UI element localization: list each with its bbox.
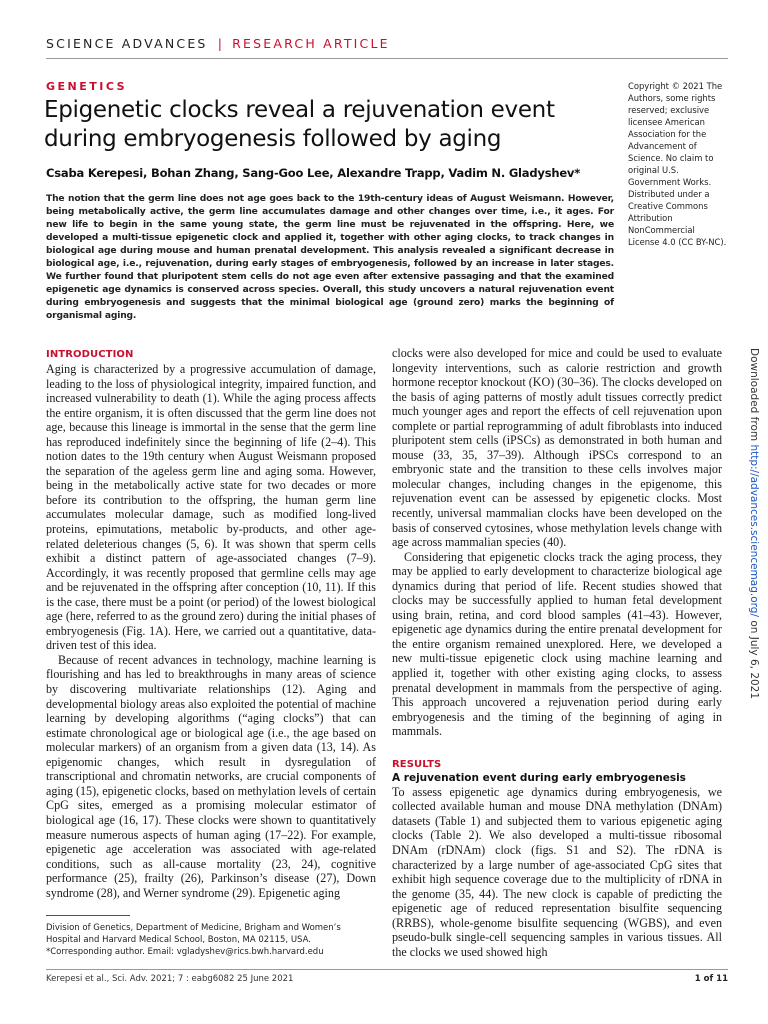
header-divider [46,58,728,59]
download-link[interactable]: http://advances.sciencemag.org/ [748,444,760,617]
right-paragraph-1: clocks were also developed for mice and could be used to evaluate longevity interventions, such as calorie restriction and growth hormone receptor knockout (KO) (30–36). The clocks developed on the basis of aging patterns of mostly adult tissues correctly predict much younger ages and report the effects of cell rejuvenation upon complete or partial reprogramming of adult fibroblasts into induced pluripotent stem cells (iPSCs) as demonstrated in both human and mouse (33, 35, 37–39). Although iPSCs correspond to an embryonic state and the transition to these cells involves major molecular changes, including changes in the epigenome, this rejuvenation event can be assessed by epigenetic clocks. Most recently, universal mammalian clocks have been developed on the basis of conserved cytosines, whose methylation levels change with age across mammalian species (40). [392,346,722,550]
left-column [46,362,376,900]
intro-paragraph-1: Aging is characterized by a progressive accumulation of damage, leading to the loss of physiological integrity, impaired function, and increased vulnerability to death (1). While the aging process affects the entire organism, it is often discussed that the germ line does not age, because this lineage is immortal in the sense that the germ line has reproduced indefinitely since the beginning of life (2–4). This notion dates to the 19th century when August Weismann proposed the separation of the ageless germ line and aging soma. However, being in the metabolically active state for two decades or more before its contribution to the offspring, the human germ line accumulates molecular damage, such as modified long-lived proteins, epimutations, metabolic by-products, and other age-related deleterious changes (5, 6). It was shown that sperm cells exhibit a distinct pattern of age-associated changes (7–9). Accordingly, it was recently proposed that germline cells may age and be rejuvenated in the offspring after conception (10, 11). If this is the case, there must be a point (or period) of the lowest biological age (here, referred to as the ground zero) during the initial phases of embryogenesis (Fig. 1A). Here, we carried out a quantitative, data-driven test of this idea. [46,362,376,653]
introduction-heading: INTRODUCTION [46,349,134,360]
footer-divider [46,969,728,970]
copyright-notice: Copyright © 2021 The Authors, some rights reserved; exclusive licensee American Association for the Advancement of Science. No claim to original U.S. Government Works. Distributed under a Creative Commons Attribution NonCommercial License 4.0 (CC BY-NC). [628,81,727,247]
journal-name: SCIENCE ADVANCES [46,36,208,51]
intro-paragraph-2: Because of recent advances in technology, machine learning is flourishing and has led to breakthroughs in many areas of science by discovering multivariate relationships (12). Aging and developmental biology areas also exploited the potential of machine learning by developing algorithms (“aging clocks”) that can estimate chronological age or biological age (i.e., the age based on molecular markers) of an organism from a given data (13, 14). As epigenomic changes, which result in dysregulation of transcriptional and chromatin networks, are crucial components of aging (15), epigenetic clocks, based on methylation levels of certain CpG sites, emerged as a promising molecular estimator of biological age (16, 17). These clocks were shown to quantitatively measure numerous aspects of human aging (17–22). For example, epigenetic age acceleration was associated with age-related conditions, such as all-cause mortality (23, 24), cognitive performance (25), frailty (26), Parkinson’s disease (27), Down syndrome (28), and Werner syndrome (29). Epigenetic aging [46,652,376,900]
download-notice [740,348,760,768]
download-suffix: on July 6, 2021 [748,616,760,700]
article-title: Epigenetic clocks reveal a rejuvenation event during embryogenesis followed by aging [44,97,555,152]
right-paragraph-2: Considering that epigenetic clocks track the aging process, they may be applied to early development to characterize biological age dynamics during that period of life. Recent studies showed that clocks may be successfully applied to human fetal development using brain, retina, and cord blood samples (41–43). However, epigenetic age dynamics during the entire prenatal development for the entire organism remained unexplored. Here, we developed a new multi-tissue epigenetic clock using machine learning and applied it, together with other existing aging clocks, to assess prenatal development in mammals from the perspective of aging. This approach uncovered a rejuvenation period during early embryogenesis and the timing of the beginning of aging in mammals. [392,549,722,739]
download-prefix: Downloaded from [748,348,760,445]
section-tag: GENETICS [46,80,128,93]
footnote [46,922,376,958]
results-paragraph: To assess epigenetic age dynamics during embryogenesis, we collected available human and mouse DNA methylation (DNAm) datasets (Table 1) and subjected them to various epigenetic aging clocks (Table 2). We also developed a multi-tissue ribosomal DNAm (rDNAm) clock (figs. S1 and S2). The rDNA is characterized by a large number of age-associated CpG sites that exhibit high sequence coverage due to the multiplicity of rDNA in the genome (35, 44). The new clock is capable of predicting the epigenetic age of reduced representation bisulfite sequencing (RRBS), whole-genome bisulfite sequencing (WGBS), and even pseudo-bulk single-cell sequencing samples in various tissues. All the clocks we used showed high [392,784,722,959]
affiliation: Division of Genetics, Department of Medicine, Brigham and Women’s Hospital and Harvard Medical School, Boston, MA 02115, USA. [46,923,341,945]
article-type: RESEARCH ARTICLE [232,36,390,51]
right-column [392,346,722,959]
page-number: 1 of 11 [694,974,728,984]
journal-header [46,36,390,51]
abstract: The notion that the germ line does not age goes back to the 19th-century ideas of August Weismann. However, being metabolically active, the germ line accumulates damage and other changes over time, i.e., it ages. For new life to begin in the same young state, the germ line must be rejuvenated in the offspring. Here, we developed a multi-tissue epigenetic clock and applied it, together with other aging clocks, to track changes in biological age during mouse and human prenatal development. This analysis revealed a significant decrease in biological age, i.e., rejuvenation, during early stages of embryogenesis, followed by an increase in later stages. We further found that pluripotent stem cells do not age even after extensive passaging and that the examined epigenetic age dynamics is conserved across species. Overall, this study uncovers a natural rejuvenation event during embryogenesis and suggests that the minimal biological age (ground zero) marks the beginning of organismal aging. [46,194,614,321]
corresponding-author: *Corresponding author. Email: vgladyshev@rics.bwh.harvard.edu [46,947,324,957]
author-list: Csaba Kerepesi, Bohan Zhang, Sang-Goo Lee, Alexandre Trapp, Vadim N. Gladyshev* [46,166,581,180]
header-separator: | [217,36,222,51]
footnote-divider [46,915,130,916]
results-subheading: A rejuvenation event during early embryogenesis [392,771,686,784]
results-heading: RESULTS [392,758,442,770]
citation-footer: Kerepesi et al., Sci. Adv. 2021; 7 : eabg6082 25 June 2021 [46,974,294,984]
